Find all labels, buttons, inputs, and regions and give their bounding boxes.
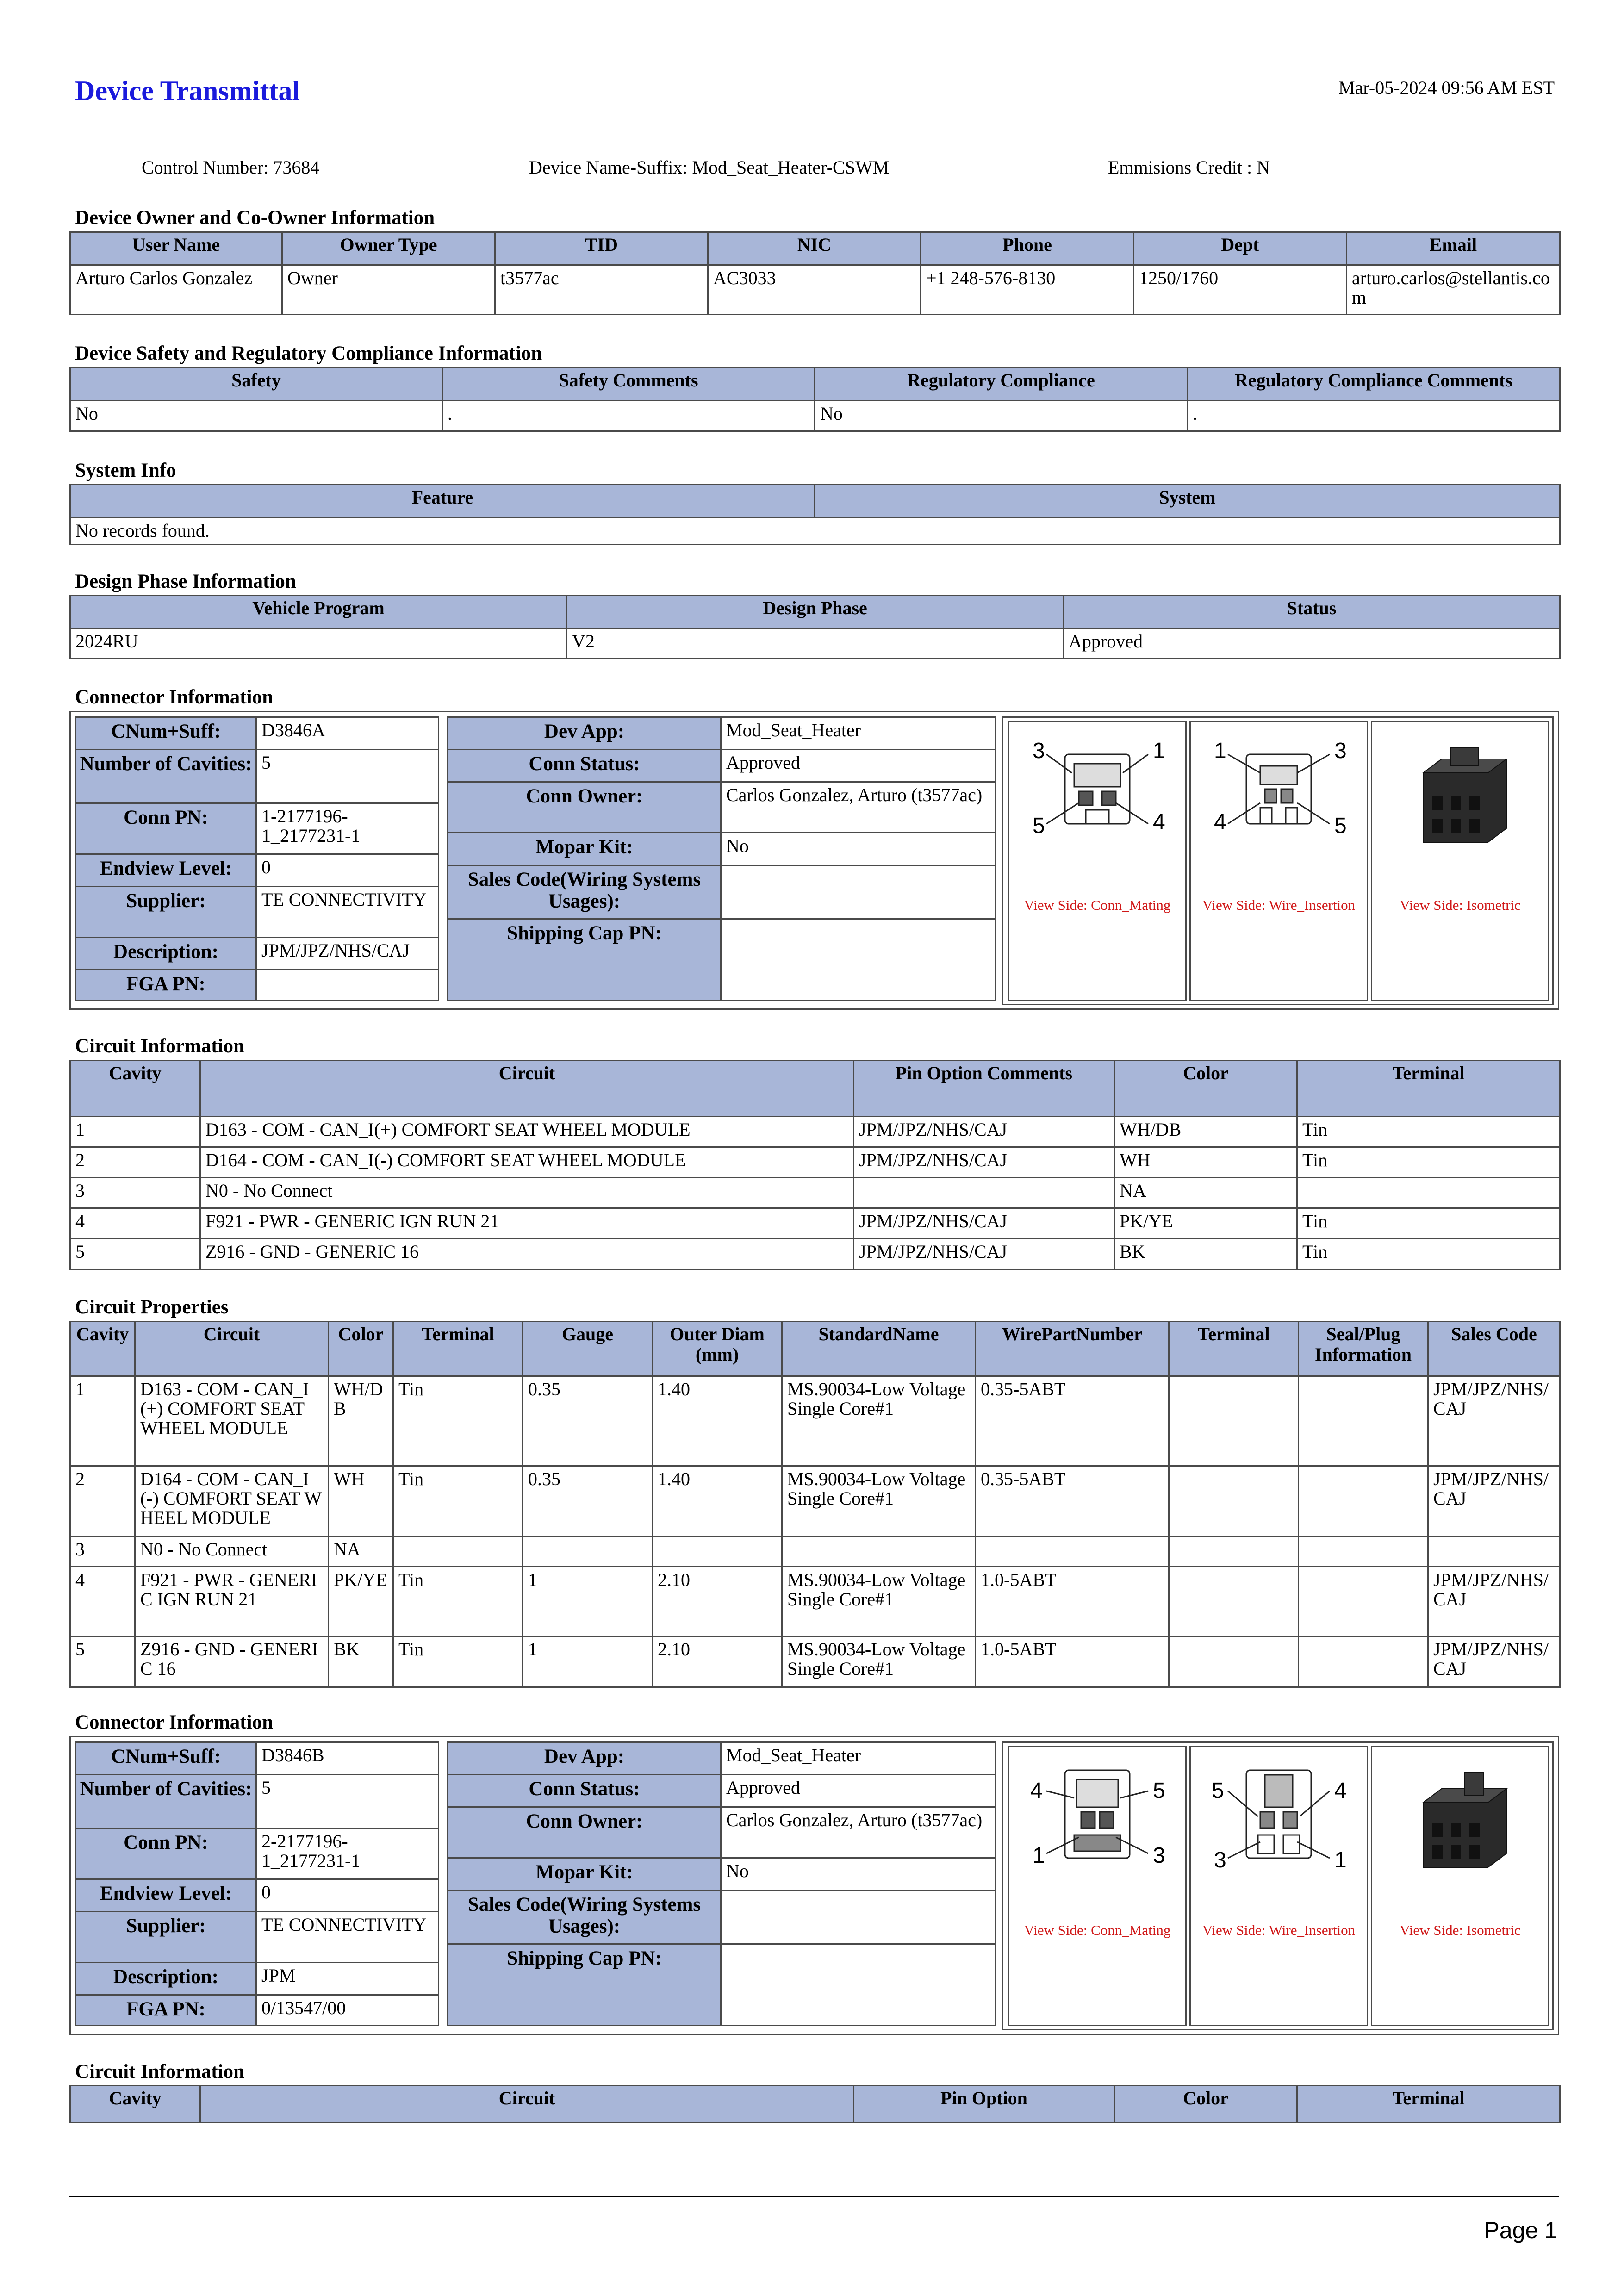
col-header: NIC xyxy=(708,232,921,265)
col-header: Cavity xyxy=(70,2086,200,2123)
system-section-title: System Info xyxy=(75,460,176,481)
cell: 1.40 xyxy=(653,1376,782,1466)
field-label: CNum+Suff: xyxy=(76,717,256,750)
connector-isometric-drawing xyxy=(1372,722,1548,861)
field-label: Endview Level: xyxy=(76,854,256,887)
cell: JPM/JPZ/NHS/CAJ xyxy=(854,1239,1114,1269)
col-header: Seal/Plug Information xyxy=(1299,1322,1428,1376)
wire-insertion-view xyxy=(1189,1746,1368,2026)
circuit-header-row xyxy=(70,2086,1560,2123)
design-table xyxy=(69,595,1561,659)
cell: Tin xyxy=(1297,1239,1560,1269)
field-label: Shipping Cap PN: xyxy=(448,919,721,1001)
col-header: Terminal xyxy=(1169,1322,1299,1376)
field-value: Carlos Gonzalez, Arturo (t3577ac) xyxy=(721,1807,996,1858)
col-header: Terminal xyxy=(393,1322,523,1376)
field-value: D3846A xyxy=(256,717,439,750)
table-row xyxy=(70,1536,1560,1567)
cell: Tin xyxy=(1297,1208,1560,1239)
col-header: TID xyxy=(495,232,708,265)
field-label: Conn Owner: xyxy=(448,1807,721,1858)
field-label: Sales Code(Wiring Systems Usages): xyxy=(448,1891,721,1944)
col-header: System xyxy=(815,485,1560,518)
col-header: Gauge xyxy=(523,1322,653,1376)
connector-mating-drawing xyxy=(1009,722,1185,861)
circuit-info-title: Circuit Information xyxy=(75,2061,244,2083)
cell: JPM/JPZ/NHS/CAJ xyxy=(1428,1376,1560,1466)
field-label: Endview Level: xyxy=(76,1879,256,1912)
cell xyxy=(1169,1636,1299,1687)
field-label: Conn Owner: xyxy=(448,782,721,833)
circuit-info-title: Circuit Information xyxy=(75,1035,244,1057)
cell xyxy=(1297,1178,1560,1208)
pin-label: 3 xyxy=(1153,1843,1165,1868)
emissions-credit: Emmisions Credit : N xyxy=(1108,157,1270,178)
cell xyxy=(1299,1567,1428,1636)
col-header: Pin Option Comments xyxy=(854,1061,1114,1117)
view-side-caption: View Side: Conn_Mating xyxy=(1024,1922,1171,1938)
wire-insertion-view xyxy=(1189,721,1368,1001)
control-number: Control Number: 73684 xyxy=(142,157,320,178)
pin-label: 5 xyxy=(1334,814,1347,838)
view-side-caption: View Side: Wire_Insertion xyxy=(1202,1922,1356,1938)
cell: 1.0-5ABT xyxy=(976,1636,1169,1687)
field-value: 5 xyxy=(256,1775,439,1829)
cell xyxy=(523,1536,653,1567)
owner-table xyxy=(69,231,1561,315)
cell: WH/DB xyxy=(1114,1117,1297,1147)
col-header: Color xyxy=(1114,2086,1297,2123)
cell: Z916 - GND - GENERIC 16 xyxy=(200,1239,854,1269)
field-label: FGA PN: xyxy=(76,970,256,1001)
cell: 2 xyxy=(70,1466,135,1536)
view-side-caption: View Side: Conn_Mating xyxy=(1024,897,1171,913)
connector-left-table xyxy=(75,1741,439,2026)
cell: 4 xyxy=(70,1567,135,1636)
cell: D164 - COM - CAN_I(-) COMFORT SEAT WHEEL MODULE xyxy=(200,1147,854,1178)
cell: 1 xyxy=(70,1117,200,1147)
table-row xyxy=(70,1466,1560,1536)
pin-label: 1 xyxy=(1214,739,1226,763)
col-header: WirePartNumber xyxy=(976,1322,1169,1376)
cell: 0.35-5ABT xyxy=(976,1466,1169,1536)
cell xyxy=(1169,1567,1299,1636)
page-title: Device Transmittal xyxy=(75,75,300,106)
field-value: Mod_Seat_Heater xyxy=(721,1742,996,1775)
cell: MS.90034-Low Voltage Single Core#1 xyxy=(782,1466,976,1536)
cell xyxy=(393,1536,523,1567)
cell: 1 xyxy=(523,1567,653,1636)
field-value xyxy=(721,919,996,1001)
cell xyxy=(1428,1536,1560,1567)
cell: Arturo Carlos Gonzalez xyxy=(70,265,282,315)
circuit-info-table xyxy=(69,1060,1561,1270)
field-label: Sales Code(Wiring Systems Usages): xyxy=(448,865,721,919)
pin-label: 4 xyxy=(1030,1779,1043,1803)
field-label: Description: xyxy=(76,1963,256,1995)
cell: 5 xyxy=(70,1239,200,1269)
cell xyxy=(1299,1376,1428,1466)
col-header: Vehicle Program xyxy=(70,596,567,628)
safety-table xyxy=(69,367,1561,432)
cell: MS.90034-Low Voltage Single Core#1 xyxy=(782,1636,976,1687)
cell: arturo.carlos@stellantis.com xyxy=(1347,265,1560,315)
field-value: JPM xyxy=(256,1963,439,1995)
cell: No xyxy=(815,401,1188,431)
isometric-view xyxy=(1371,1746,1549,2026)
pin-label: 3 xyxy=(1214,1848,1226,1872)
field-value: 0 xyxy=(256,1879,439,1912)
col-header: Cavity xyxy=(70,1061,200,1117)
cell: 1.0-5ABT xyxy=(976,1567,1169,1636)
field-value: 2-2177196-1_2177231-1 xyxy=(256,1829,439,1879)
field-value xyxy=(721,865,996,919)
connector-wire-drawing xyxy=(1191,1747,1367,1886)
col-header: Outer Diam (mm) xyxy=(653,1322,782,1376)
cell: 3 xyxy=(70,1178,200,1208)
field-value xyxy=(721,1891,996,1944)
field-label: Number of Cavities: xyxy=(76,750,256,803)
col-header: Phone xyxy=(921,232,1134,265)
cell: Approved xyxy=(1064,628,1560,659)
table-row xyxy=(70,1178,1560,1208)
table-row xyxy=(70,1239,1560,1269)
cell: WH/DB xyxy=(329,1376,393,1466)
col-header: Safety Comments xyxy=(442,368,815,401)
cell xyxy=(1299,1636,1428,1687)
cell: N0 - No Connect xyxy=(200,1178,854,1208)
connector-isometric-drawing xyxy=(1372,1747,1548,1886)
cell: 0.35-5ABT xyxy=(976,1376,1169,1466)
col-header: Sales Code xyxy=(1428,1322,1560,1376)
cell: AC3033 xyxy=(708,265,921,315)
col-header: Dept xyxy=(1134,232,1347,265)
design-section-title: Design Phase Information xyxy=(75,571,296,592)
cell: +1 248-576-8130 xyxy=(921,265,1134,315)
cell: JPM/JPZ/NHS/CAJ xyxy=(854,1208,1114,1239)
field-value: Carlos Gonzalez, Arturo (t3577ac) xyxy=(721,782,996,833)
cell xyxy=(1169,1466,1299,1536)
circuit-properties-table xyxy=(69,1321,1561,1688)
cell: 1.40 xyxy=(653,1466,782,1536)
cell: 4 xyxy=(70,1208,200,1239)
field-value: D3846B xyxy=(256,1742,439,1775)
conn-mating-view xyxy=(1008,721,1187,1001)
col-header: Terminal xyxy=(1297,1061,1560,1117)
cell: 3 xyxy=(70,1536,135,1567)
safety-section-title: Device Safety and Regulatory Compliance Information xyxy=(75,342,542,364)
system-header-row xyxy=(70,485,1560,518)
field-value: No xyxy=(721,833,996,865)
col-header: Color xyxy=(329,1322,393,1376)
pin-label: 1 xyxy=(1334,1848,1347,1872)
no-records-message: No records found. xyxy=(70,518,1560,545)
cell: NA xyxy=(329,1536,393,1567)
pin-label: 5 xyxy=(1212,1779,1224,1803)
cell: F921 - PWR - GENERIC IGN RUN 21 xyxy=(135,1567,329,1636)
col-header: Feature xyxy=(70,485,815,518)
field-label: Mopar Kit: xyxy=(448,833,721,865)
field-label: Number of Cavities: xyxy=(76,1775,256,1829)
cell: 1250/1760 xyxy=(1134,265,1347,315)
field-label: Conn PN: xyxy=(76,803,256,854)
cell: JPM/JPZ/NHS/CAJ xyxy=(1428,1466,1560,1536)
col-header: Safety xyxy=(70,368,442,401)
cell: WH xyxy=(329,1466,393,1536)
cell: 1 xyxy=(523,1636,653,1687)
system-table xyxy=(69,484,1561,545)
connector-section-title: Connector Information xyxy=(75,686,273,708)
field-value: 0 xyxy=(256,854,439,887)
cell: Owner xyxy=(282,265,495,315)
table-row xyxy=(70,1376,1560,1466)
cell: PK/YE xyxy=(329,1567,393,1636)
cell: No xyxy=(70,401,442,431)
field-label: CNum+Suff: xyxy=(76,1742,256,1775)
cell: PK/YE xyxy=(1114,1208,1297,1239)
field-value: Approved xyxy=(721,1775,996,1807)
timestamp: Mar-05-2024 09:56 AM EST xyxy=(1338,77,1555,98)
cell: 0.35 xyxy=(523,1376,653,1466)
cell: 0.35 xyxy=(523,1466,653,1536)
pin-label: 1 xyxy=(1153,739,1165,763)
connector-mating-drawing xyxy=(1009,1747,1185,1886)
circuit-header-row xyxy=(70,1061,1560,1117)
field-value: TE CONNECTIVITY xyxy=(256,1912,439,1963)
field-label: Dev App: xyxy=(448,717,721,750)
circuit-info-table xyxy=(69,2085,1561,2123)
col-header: Regulatory Compliance Comments xyxy=(1188,368,1560,401)
cell xyxy=(653,1536,782,1567)
table-row xyxy=(70,1567,1560,1636)
field-label: Conn PN: xyxy=(76,1829,256,1879)
col-header: Status xyxy=(1064,596,1560,628)
table-row xyxy=(70,1117,1560,1147)
cell: MS.90034-Low Voltage Single Core#1 xyxy=(782,1376,976,1466)
cell: Tin xyxy=(393,1636,523,1687)
cell xyxy=(1169,1536,1299,1567)
cell: 5 xyxy=(70,1636,135,1687)
table-row xyxy=(70,401,1560,431)
cell: Tin xyxy=(393,1567,523,1636)
isometric-view xyxy=(1371,721,1549,1001)
col-header: User Name xyxy=(70,232,282,265)
cell: D163 - COM - CAN_I(+) COMFORT SEAT WHEEL MODULE xyxy=(135,1376,329,1466)
col-header: Color xyxy=(1114,1061,1297,1117)
cell: . xyxy=(1188,401,1560,431)
cell: N0 - No Connect xyxy=(135,1536,329,1567)
col-header: Design Phase xyxy=(567,596,1064,628)
cell: NA xyxy=(1114,1178,1297,1208)
conn-mating-view xyxy=(1008,1746,1187,2026)
connector-wire-drawing xyxy=(1191,722,1367,861)
cell: D164 - COM - CAN_I(-) COMFORT SEAT WHEEL MODULE xyxy=(135,1466,329,1536)
cell: 2024RU xyxy=(70,628,567,659)
field-label: FGA PN: xyxy=(76,1995,256,2026)
view-side-caption: View Side: Isometric xyxy=(1400,1922,1521,1938)
cell: 2.10 xyxy=(653,1636,782,1687)
cell: V2 xyxy=(567,628,1064,659)
pin-label: 5 xyxy=(1033,814,1045,838)
field-value xyxy=(721,1944,996,2026)
pin-label: 4 xyxy=(1334,1779,1347,1803)
pin-label: 4 xyxy=(1153,810,1165,834)
table-row xyxy=(70,265,1560,315)
footer-divider xyxy=(69,2196,1559,2197)
field-value: 1-2177196-1_2177231-1 xyxy=(256,803,439,854)
connector-section-title: Connector Information xyxy=(75,1711,273,1733)
col-header: Terminal xyxy=(1297,2086,1560,2123)
pin-label: 3 xyxy=(1033,739,1045,763)
cell: t3577ac xyxy=(495,265,708,315)
pin-label: 5 xyxy=(1153,1779,1165,1803)
col-header: StandardName xyxy=(782,1322,976,1376)
cell xyxy=(976,1536,1169,1567)
page-number: Page 1 xyxy=(1484,2217,1557,2243)
cell: BK xyxy=(329,1636,393,1687)
cell: JPM/JPZ/NHS/CAJ xyxy=(1428,1567,1560,1636)
cell: 1 xyxy=(70,1376,135,1466)
field-value xyxy=(256,970,439,1001)
table-row xyxy=(70,1208,1560,1239)
col-header: Circuit xyxy=(200,1061,854,1117)
cell: BK xyxy=(1114,1239,1297,1269)
connector-right-table xyxy=(447,716,996,1001)
cell: F921 - PWR - GENERIC IGN RUN 21 xyxy=(200,1208,854,1239)
field-label: Conn Status: xyxy=(448,1775,721,1807)
device-name-suffix: Device Name-Suffix: Mod_Seat_Heater-CSWM xyxy=(529,157,890,178)
cell: Tin xyxy=(1297,1147,1560,1178)
circuit-properties-title: Circuit Properties xyxy=(75,1296,229,1318)
field-value: Approved xyxy=(721,750,996,782)
cell: JPM/JPZ/NHS/CAJ xyxy=(1428,1636,1560,1687)
cell: JPM/JPZ/NHS/CAJ xyxy=(854,1117,1114,1147)
field-label: Description: xyxy=(76,938,256,970)
cell: . xyxy=(442,401,815,431)
pin-label: 1 xyxy=(1033,1843,1045,1868)
pin-label: 3 xyxy=(1334,739,1347,763)
col-header: Pin Option xyxy=(854,2086,1114,2123)
field-value: 5 xyxy=(256,750,439,803)
field-label: Supplier: xyxy=(76,1912,256,1963)
table-row xyxy=(70,518,1560,545)
col-header: Regulatory Compliance xyxy=(815,368,1188,401)
cell: MS.90034-Low Voltage Single Core#1 xyxy=(782,1567,976,1636)
owner-header-row xyxy=(70,232,1560,265)
field-label: Shipping Cap PN: xyxy=(448,1944,721,2026)
table-row xyxy=(70,1636,1560,1687)
col-header: Email xyxy=(1347,232,1560,265)
field-value: TE CONNECTIVITY xyxy=(256,887,439,938)
cell xyxy=(854,1178,1114,1208)
cell xyxy=(1299,1466,1428,1536)
cell: Tin xyxy=(393,1466,523,1536)
cell: 2 xyxy=(70,1147,200,1178)
cell xyxy=(1299,1536,1428,1567)
cell: D163 - COM - CAN_I(+) COMFORT SEAT WHEEL MODULE xyxy=(200,1117,854,1147)
connector-left-table xyxy=(75,716,439,1001)
field-label: Mopar Kit: xyxy=(448,1858,721,1891)
table-row xyxy=(70,628,1560,659)
cell: JPM/JPZ/NHS/CAJ xyxy=(854,1147,1114,1178)
table-row xyxy=(70,1147,1560,1178)
col-header: Owner Type xyxy=(282,232,495,265)
field-label: Dev App: xyxy=(448,1742,721,1775)
col-header: Circuit xyxy=(200,2086,854,2123)
view-side-caption: View Side: Wire_Insertion xyxy=(1202,897,1356,913)
cell xyxy=(1169,1376,1299,1466)
field-label: Supplier: xyxy=(76,887,256,938)
owner-section-title: Device Owner and Co-Owner Information xyxy=(75,207,435,229)
design-header-row xyxy=(70,596,1560,628)
cell: WH xyxy=(1114,1147,1297,1178)
field-value: JPM/JPZ/NHS/CAJ xyxy=(256,938,439,970)
cell: Z916 - GND - GENERIC 16 xyxy=(135,1636,329,1687)
field-value: Mod_Seat_Heater xyxy=(721,717,996,750)
props-header-row xyxy=(70,1322,1560,1376)
field-value: 0/13547/00 xyxy=(256,1995,439,2026)
cell: Tin xyxy=(1297,1117,1560,1147)
col-header: Cavity xyxy=(70,1322,135,1376)
cell: 2.10 xyxy=(653,1567,782,1636)
field-value: No xyxy=(721,1858,996,1891)
col-header: Circuit xyxy=(135,1322,329,1376)
cell xyxy=(782,1536,976,1567)
connector-right-table xyxy=(447,1741,996,2026)
pin-label: 4 xyxy=(1214,810,1226,834)
field-label: Conn Status: xyxy=(448,750,721,782)
cell: Tin xyxy=(393,1376,523,1466)
safety-header-row xyxy=(70,368,1560,401)
view-side-caption: View Side: Isometric xyxy=(1400,897,1521,913)
